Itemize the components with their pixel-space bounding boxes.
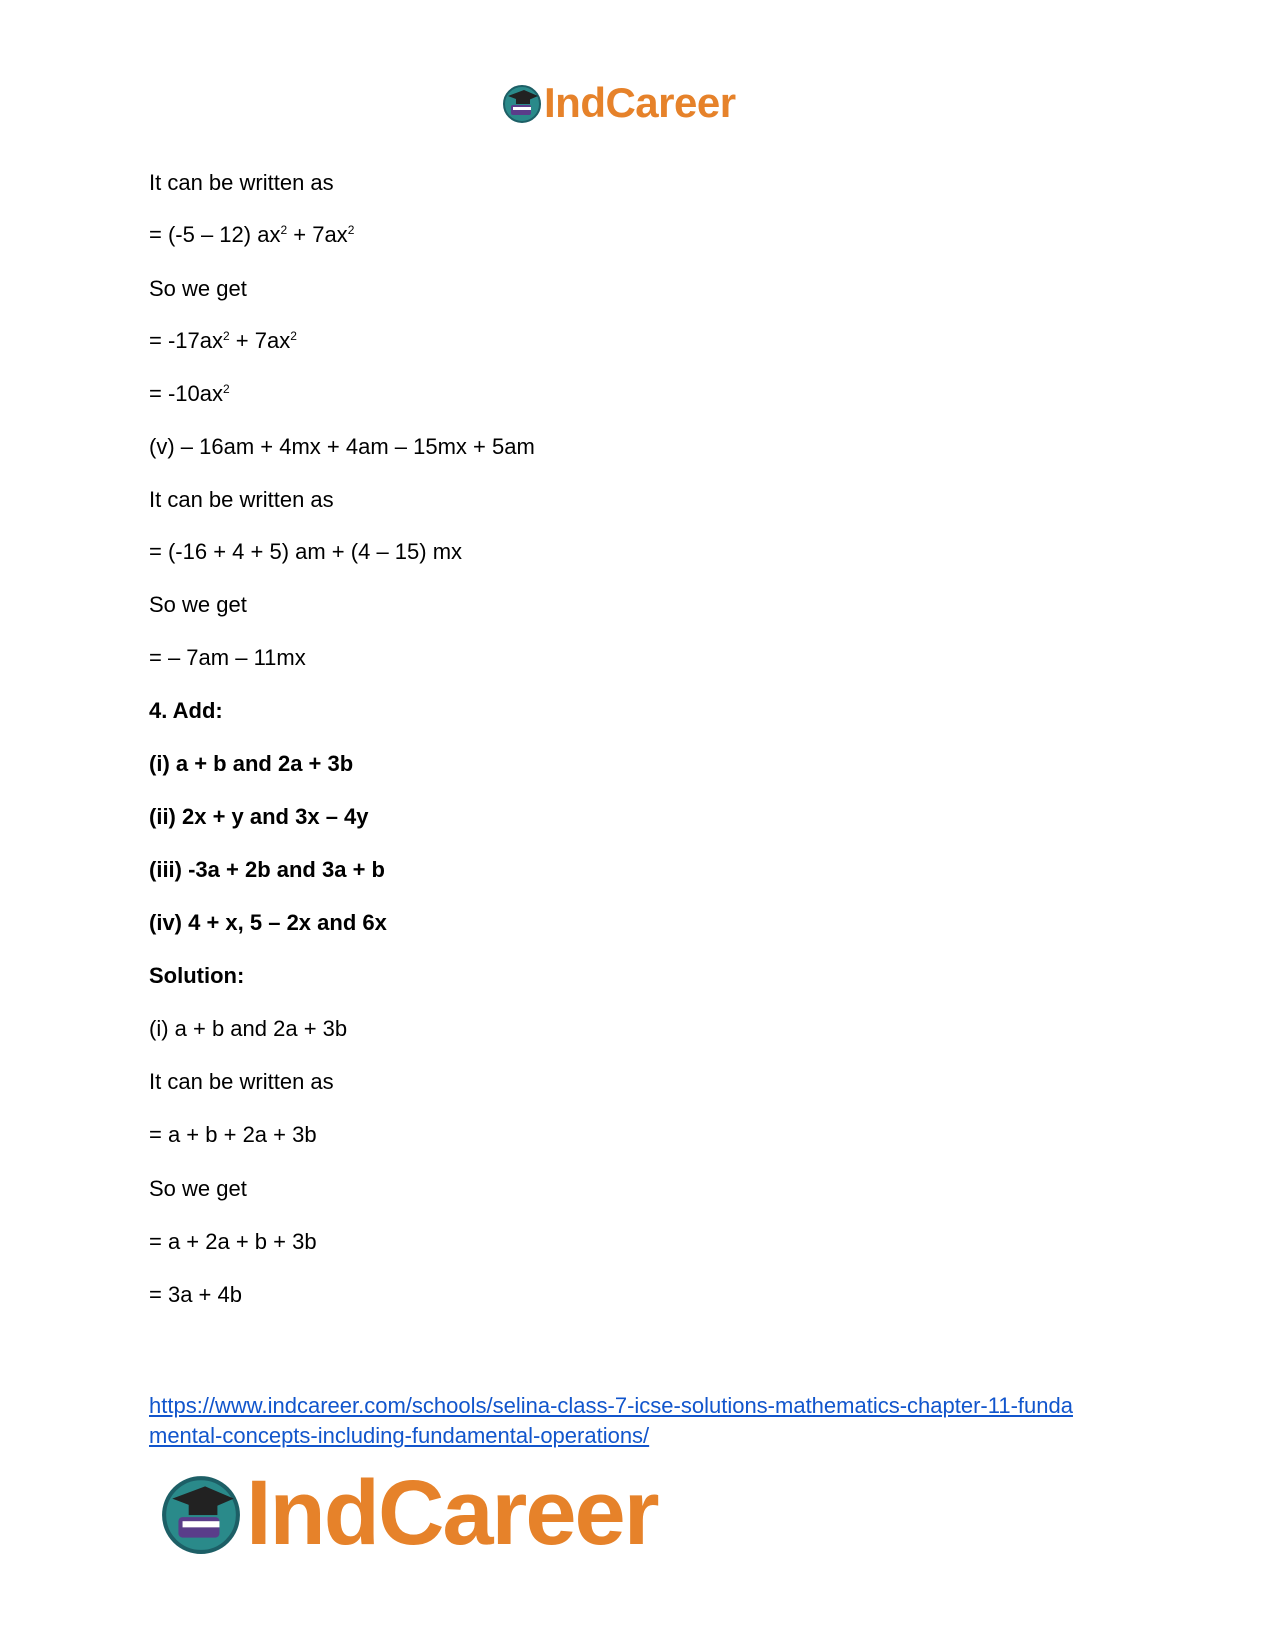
equation-line: = $-17ax^2 + 7ax^2$ <box>149 328 297 353</box>
graduation-cap-book-globe-icon <box>502 83 542 123</box>
text-line: (i) a + b and 2a + 3b <box>149 1016 348 1041</box>
text-line: = a + 2a + b + 3b <box>149 1229 317 1254</box>
logo-text: IndCareer <box>544 79 736 126</box>
header-logo <box>502 80 736 126</box>
text-line: So we get <box>149 276 247 301</box>
graduation-cap-book-globe-icon <box>160 1472 242 1554</box>
question-item: (iii) -3a + 2b and 3a + b <box>149 857 385 882</box>
text-line: It can be written as <box>149 170 334 195</box>
text-line: = – 7am – 11mx <box>149 645 306 670</box>
text-line: (v) – 16am + 4mx + 4am – 15mx + 5am <box>149 434 535 459</box>
text-line: = 3a + 4b <box>149 1282 242 1307</box>
source-link[interactable]: https://www.indcareer.com/schools/selina-class-7-icse-solutions-mathematics-chapter-11-funda mental-concepts-including-fundamental-operations/ <box>149 1393 1073 1448</box>
equation-line: = $-10ax^2$ <box>149 381 230 406</box>
text-line: = (-16 + 4 + 5) am + (4 – 15) mx <box>149 539 463 564</box>
equation-line: = (-5 – 12) $ax^2 + 7ax^2$ <box>149 222 355 247</box>
text-line: So we get <box>149 592 247 617</box>
footer-logo <box>160 1461 658 1564</box>
text-line: = a + b + 2a + 3b <box>149 1122 317 1147</box>
question-item: (i) a + b and 2a + 3b <box>149 751 354 776</box>
question-item: (iv) 4 + x, 5 – 2x and 6x <box>149 910 387 935</box>
text-line: It can be written as <box>149 1069 334 1094</box>
logo-text: IndCareer <box>246 1461 658 1564</box>
solution-heading: Solution: <box>149 963 245 988</box>
text-line: So we get <box>149 1176 247 1201</box>
question-item: (ii) 2x + y and 3x – 4y <box>149 804 369 829</box>
text-line: It can be written as <box>149 487 334 512</box>
question-heading: 4. Add: <box>149 698 223 723</box>
